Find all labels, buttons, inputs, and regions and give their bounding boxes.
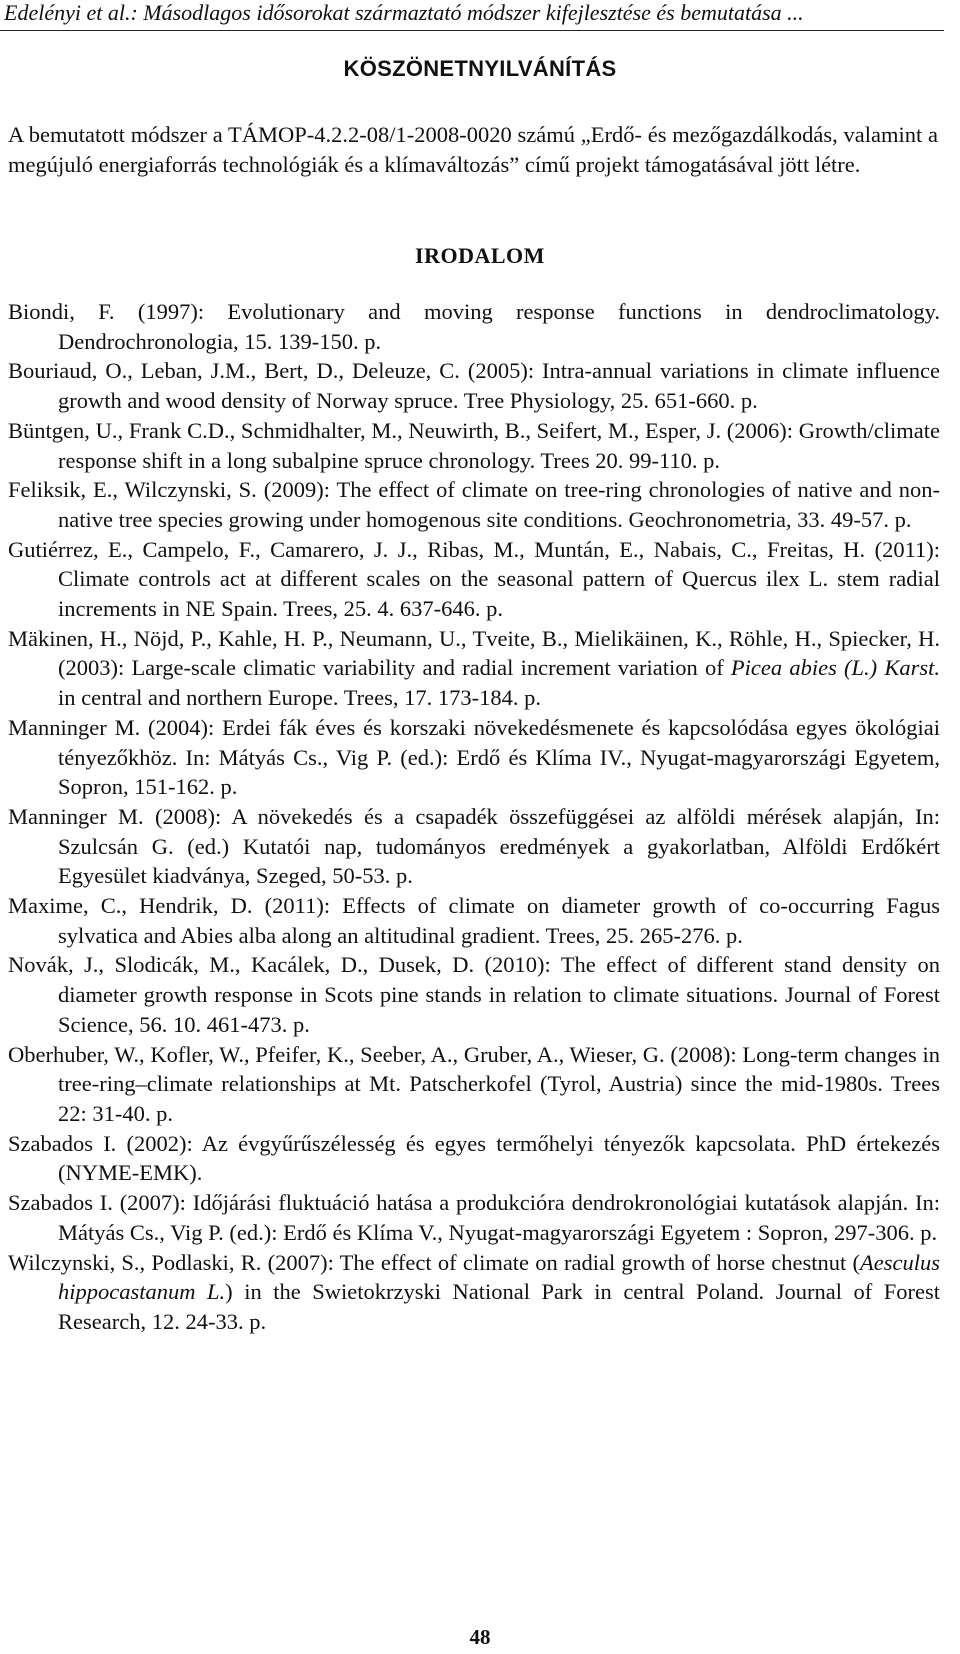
reference-entry <box>8 416 940 475</box>
reference-text: Novák, J., Slodicák, M., Kacálek, D., Dusek, D. (2010): The effect of different stand density on diameter growth response in Scots pine stands in relation to climate situations. Journal of Forest Science, 56. 10. 461-473. p. <box>8 952 940 1037</box>
reference-text-continued: in central and northern Europe. Trees, 17. 173-184. p. <box>58 685 542 711</box>
reference-entry <box>8 950 940 1039</box>
acknowledgement-text: A bemutatott módszer a TÁMOP-4.2.2-08/1-2008-0020 számú „Erdő- és mezőgazdálkodás, valamint a megújuló energiaforrás technológiák és a klímaváltozás” című projekt támogatásával jött létre. <box>8 122 938 177</box>
page-number: 48 <box>469 1625 491 1649</box>
reference-entry <box>8 802 940 891</box>
reference-entry <box>8 713 940 802</box>
running-header: Edelényi et al.: Másodlagos idősorokat származtató módszer kifejlesztése és bemutatása ... <box>4 0 804 25</box>
reference-text: Biondi, F. (1997): Evolutionary and moving response functions in dendroclimatology. Dendrochronologia, 15. 139-150. p. <box>8 299 940 354</box>
reference-entry <box>8 1040 940 1129</box>
reference-text: Maxime, C., Hendrik, D. (2011): Effects of climate on diameter growth of co-occurring Fagus sylvatica and Abies alba along an altitudinal gradient. Trees, 25. 265-276. p. <box>8 893 940 948</box>
reference-text: Bouriaud, O., Leban, J.M., Bert, D., Deleuze, C. (2005): Intra-annual variations in climate influence growth and wood density of Norway spruce. Tree Physiology, 25. 651-660. p. <box>8 358 940 414</box>
reference-entry <box>8 1188 940 1247</box>
reference-list <box>8 297 940 1337</box>
reference-entry <box>8 297 940 356</box>
acknowledgement-heading: KÖSZÖNETNYILVÁNÍTÁS <box>343 56 617 81</box>
reference-entry <box>8 891 940 950</box>
reference-entry <box>8 535 940 624</box>
reference-text: Manninger M. (2008): A növekedés és a csapadék összefüggései az alföldi mérések alapján, In: Szulcsán G. (ed.) Kutatói nap, tudományos eredmények a gyakorlatban, Alföldi Erdőkért Egyesület kiadványa, Szeged, 50-53. p. <box>8 803 940 889</box>
reference-text: Mäkinen, H., Nöjd, P., Kahle, H. P., Neumann, U., Tveite, B., Mielikäinen, K., Röhle, H., Spiecker, H. (2003): Large-scale climatic variability and radial increment variation of <box>8 625 940 681</box>
references-heading: IRODALOM <box>415 243 545 268</box>
reference-text: Oberhuber, W., Kofler, W., Pfeifer, K., Seeber, A., Gruber, A., Wieser, G. (2008): Long-term changes in tree-ring–climate relationships at Mt. Patscherkofel (Tyrol, Austria) since the mid-1980s. Trees 22: 31-40. p. <box>8 1041 940 1126</box>
header-divider <box>0 30 944 31</box>
reference-entry <box>8 356 940 415</box>
reference-text: Manninger M. (2004): Erdei fák éves és korszaki növekedésmenete és kapcsolódása egyes ökológiai tényezőkhöz. In: Mátyás Cs., Vig P. (ed.): Erdő és Klíma IV., Nyugat-magyarországi Egyetem, Sopron, 151-162. p. <box>8 714 940 800</box>
reference-entry <box>8 475 940 534</box>
reference-text: Gutiérrez, E., Campelo, F., Camarero, J. J., Ribas, M., Muntán, E., Nabais, C., Freitas, H. (2011): Climate controls act at different scales on the seasonal pattern of Quercus ilex L. stem radial increments in NE Spain. Trees, 25. 4. 637-646. p. <box>8 536 940 622</box>
reference-text-continued: ) in the Swietokrzyski National Park in central Poland. Journal of Forest Research, 12. 24-33. p. <box>58 1279 941 1334</box>
reference-text: Szabados I. (2007): Időjárási fluktuáció hatása a produkcióra dendrokronológiai kutatások alapján. In: Mátyás Cs., Vig P. (ed.): Erdő és Klíma V., Nyugat-magyarországi Egyetem : Sopron, 297-306. p. <box>8 1190 940 1245</box>
species-name: Aesculus hippocastanum L. <box>58 1249 940 1305</box>
species-name: Picea abies (L.) Karst. <box>730 655 941 681</box>
reference-text: Szabados I. (2002): Az évgyűrűszélesség és egyes termőhelyi tényezők kapcsolata. PhD értekezés (NYME-EMK). <box>8 1130 940 1186</box>
reference-text: Wilczynski, S., Podlaski, R. (2007): The effect of climate on radial growth of horse chestnut ( <box>8 1249 861 1275</box>
reference-text: Feliksik, E., Wilczynski, S. (2009): The effect of climate on tree-ring chronologies of native and non-native tree species growing under homogenous site conditions. Geochronometria, 33. 49-57. p. <box>8 477 940 532</box>
reference-entry <box>8 1248 940 1337</box>
reference-entry <box>8 624 940 713</box>
reference-entry <box>8 1129 940 1188</box>
reference-text: Büntgen, U., Frank C.D., Schmidhalter, M., Neuwirth, B., Seifert, M., Esper, J. (2006): Growth/climate response shift in a long subalpine spruce chronology. Trees 20. 99-110. p. <box>8 417 940 473</box>
